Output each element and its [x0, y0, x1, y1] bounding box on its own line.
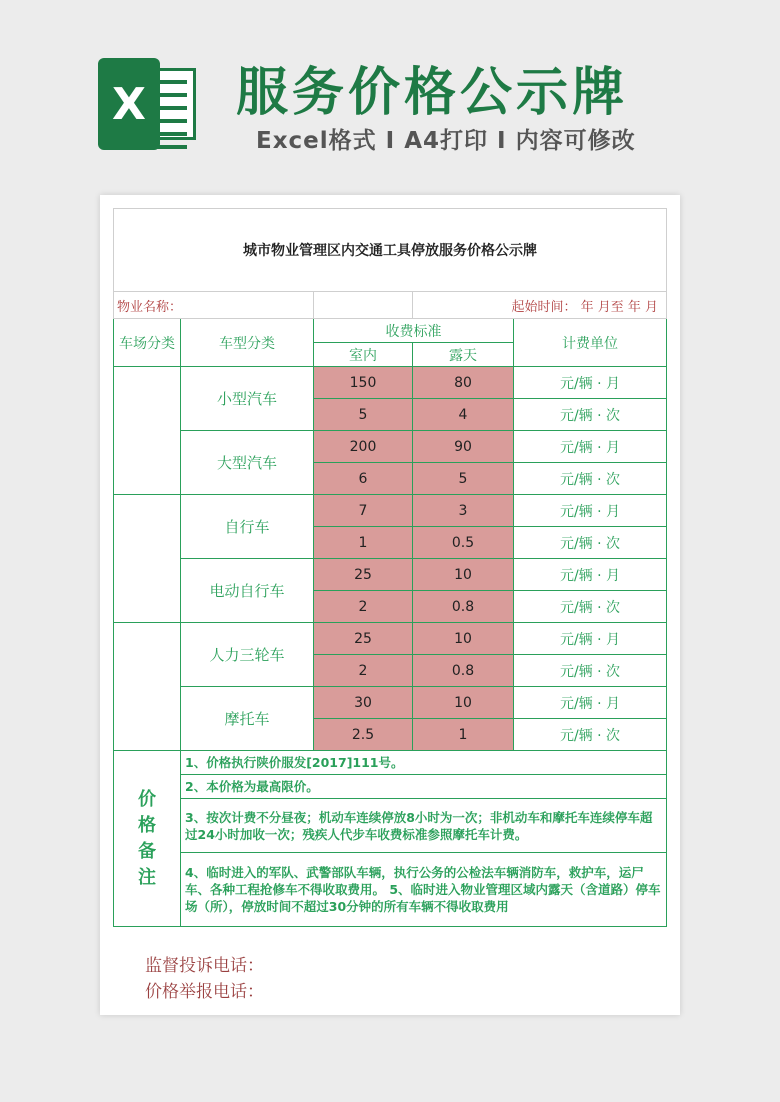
price-indoor: 7	[314, 495, 413, 527]
site-group-1	[114, 367, 181, 495]
billing-unit: 元/辆 · 次	[514, 655, 667, 687]
notes-label-text: 价格备注	[138, 788, 156, 888]
note-item: 2、本价格为最高限价。	[181, 775, 667, 799]
price-indoor: 2	[314, 591, 413, 623]
billing-unit: 元/辆 · 次	[514, 463, 667, 495]
price-indoor: 25	[314, 623, 413, 655]
billing-unit: 元/辆 · 月	[514, 495, 667, 527]
col-header-unit: 计费单位	[514, 319, 667, 367]
price-outdoor: 0.5	[413, 527, 514, 559]
billing-unit: 元/辆 · 月	[514, 623, 667, 655]
note-item: 1、价格执行陕价服发[2017]111号。	[181, 751, 667, 775]
price-indoor: 30	[314, 687, 413, 719]
note-item: 3、按次计费不分昼夜；机动车连续停放8小时为一次；非机动车和摩托车连续停车超过24小时加收一次；残疾人代步车收费标准参照摩托车计费。	[181, 799, 667, 853]
price-outdoor: 4	[413, 399, 514, 431]
billing-unit: 元/辆 · 次	[514, 399, 667, 431]
price-outdoor: 5	[413, 463, 514, 495]
vehicle-type: 自行车	[181, 495, 314, 559]
price-outdoor: 10	[413, 559, 514, 591]
price-indoor: 6	[314, 463, 413, 495]
page-subtitle: Excel格式 I A4打印 I 内容可修改	[256, 128, 636, 154]
billing-unit: 元/辆 · 月	[514, 559, 667, 591]
site-group-2	[114, 495, 181, 623]
document-sheet	[100, 195, 680, 1015]
price-outdoor: 90	[413, 431, 514, 463]
price-outdoor: 10	[413, 687, 514, 719]
vehicle-type: 人力三轮车	[181, 623, 314, 687]
price-indoor: 150	[314, 367, 413, 399]
col-header-outdoor: 露天	[413, 343, 514, 367]
col-header-type: 车型分类	[181, 319, 314, 367]
billing-unit: 元/辆 · 月	[514, 687, 667, 719]
vehicle-type: 大型汽车	[181, 431, 314, 495]
price-indoor: 2	[314, 655, 413, 687]
price-outdoor: 0.8	[413, 655, 514, 687]
complaint-phone-label: 监督投诉电话：	[145, 956, 264, 976]
start-time-label: 起始时间： 年 月至 年 月	[413, 292, 667, 319]
col-header-fee: 收费标准	[314, 319, 514, 343]
price-indoor: 1	[314, 527, 413, 559]
price-indoor: 25	[314, 559, 413, 591]
price-outdoor: 3	[413, 495, 514, 527]
report-phone-label: 价格举报电话：	[145, 982, 264, 1002]
contact-section	[145, 953, 264, 1005]
vehicle-type: 摩托车	[181, 687, 314, 751]
price-indoor: 5	[314, 399, 413, 431]
page-header	[0, 0, 780, 190]
billing-unit: 元/辆 · 次	[514, 591, 667, 623]
property-name-value	[314, 292, 413, 319]
price-outdoor: 0.8	[413, 591, 514, 623]
billing-unit: 元/辆 · 月	[514, 431, 667, 463]
price-indoor: 2.5	[314, 719, 413, 751]
price-outdoor: 80	[413, 367, 514, 399]
billing-unit: 元/辆 · 次	[514, 527, 667, 559]
col-header-site: 车场分类	[114, 319, 181, 367]
billing-unit: 元/辆 · 次	[514, 719, 667, 751]
billing-unit: 元/辆 · 月	[514, 367, 667, 399]
site-group-3	[114, 623, 181, 751]
document-title: 城市物业管理区内交通工具停放服务价格公示牌	[114, 209, 667, 292]
price-outdoor: 10	[413, 623, 514, 655]
price-outdoor: 1	[413, 719, 514, 751]
excel-icon: X	[98, 58, 198, 150]
col-header-indoor: 室内	[314, 343, 413, 367]
price-indoor: 200	[314, 431, 413, 463]
page-title: 服务价格公示牌	[236, 63, 629, 123]
note-item: 4、临时进入的军队、武警部队车辆，执行公务的公检法车辆消防车，救护车，运尸车、各种工程抢修车不得收取费用。 5、临时进入物业管理区域内露天（含道路）停车场（所），停放时间不超过30分钟的所有车辆不得收取费用	[181, 853, 667, 927]
notes-label	[114, 751, 181, 927]
vehicle-type: 小型汽车	[181, 367, 314, 431]
price-table	[113, 208, 667, 927]
property-name-label: 物业名称：	[114, 292, 314, 319]
vehicle-type: 电动自行车	[181, 559, 314, 623]
